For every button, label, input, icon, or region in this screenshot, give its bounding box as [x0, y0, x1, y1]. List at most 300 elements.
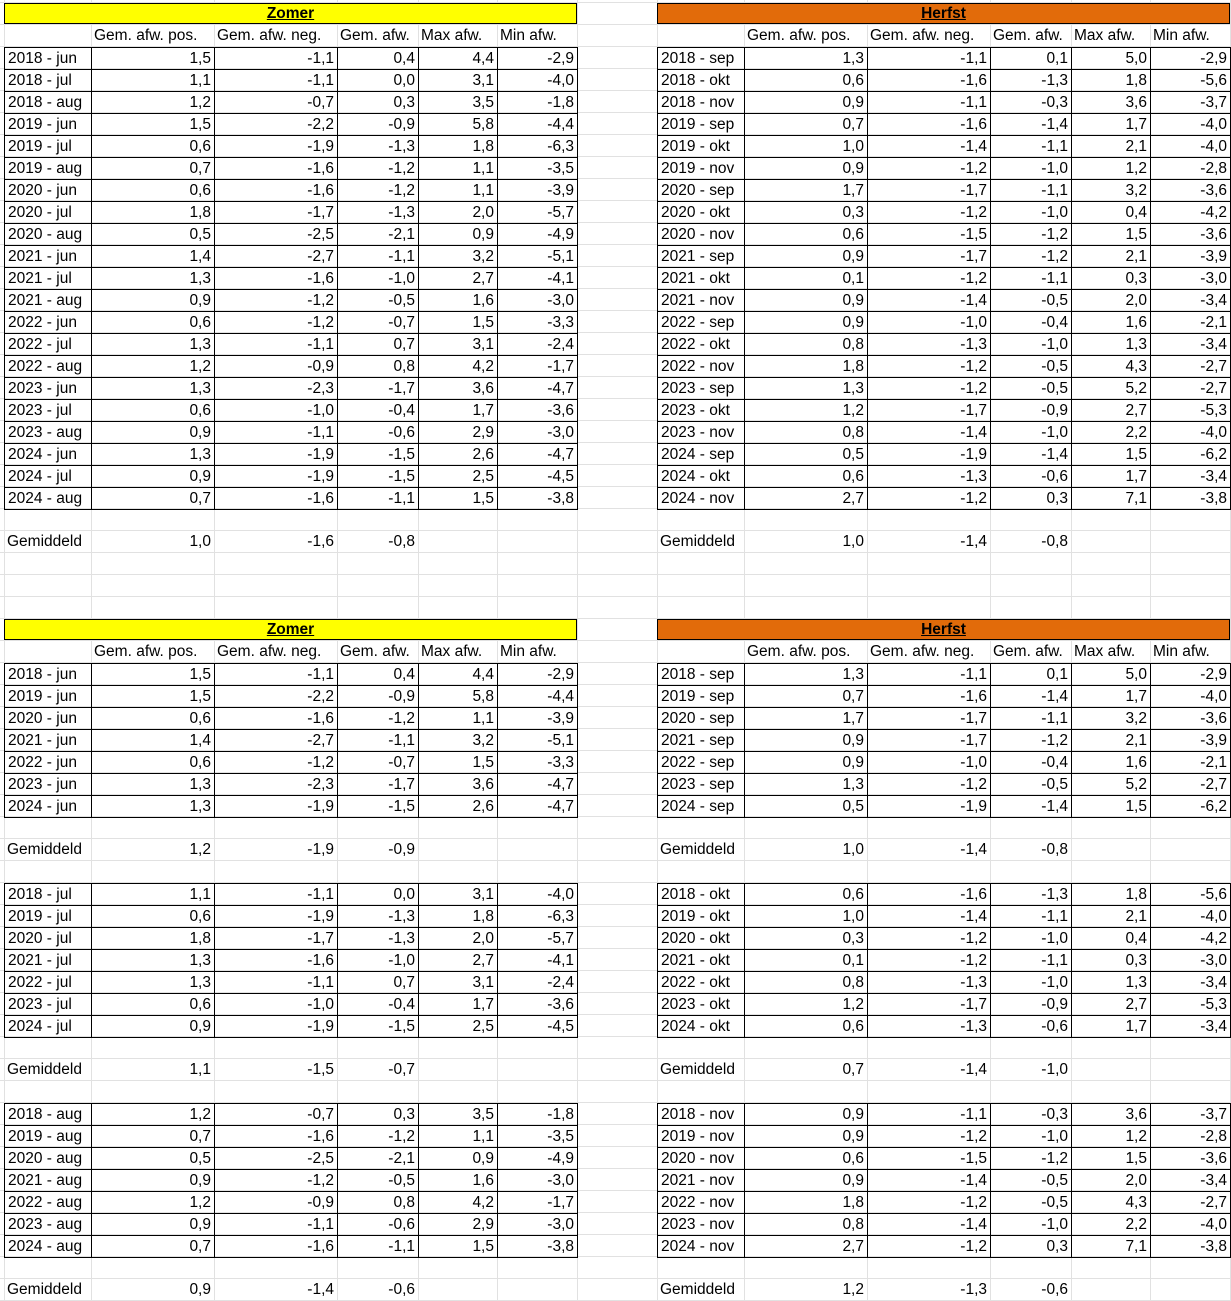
value-cell[interactable]: 0,7: [745, 686, 868, 708]
value-cell[interactable]: 0,8: [745, 972, 868, 994]
value-cell[interactable]: 0,9: [745, 730, 868, 752]
value-cell[interactable]: -1,4: [868, 290, 991, 312]
column-header[interactable]: [4, 25, 91, 46]
row-label-cell[interactable]: 2024 - okt: [658, 1016, 745, 1038]
value-cell[interactable]: -1,3: [338, 202, 419, 224]
row-label-cell[interactable]: 2018 - sep: [658, 664, 745, 686]
row-label-cell[interactable]: 2021 - nov: [658, 290, 745, 312]
value-cell[interactable]: -1,3: [868, 334, 991, 356]
value-cell[interactable]: -0,6: [338, 1214, 419, 1236]
value-cell[interactable]: -3,9: [1151, 730, 1231, 752]
column-header[interactable]: Gem. afw.: [340, 643, 410, 660]
value-cell[interactable]: 0,6: [92, 906, 215, 928]
value-cell[interactable]: -1,2: [338, 708, 419, 730]
value-cell[interactable]: -1,2: [215, 752, 338, 774]
section-title-zomer[interactable]: Zomer: [4, 3, 577, 24]
value-cell[interactable]: -1,2: [215, 290, 338, 312]
column-header[interactable]: Gem. afw. pos.: [94, 643, 198, 660]
value-cell[interactable]: -5,1: [498, 730, 578, 752]
value-cell[interactable]: 1,2: [1072, 1126, 1151, 1148]
value-cell[interactable]: -1,0: [991, 1126, 1072, 1148]
value-cell[interactable]: 0,7: [92, 1236, 215, 1258]
value-cell[interactable]: -1,2: [868, 268, 991, 290]
column-header[interactable]: Min afw.: [1153, 643, 1210, 660]
value-cell[interactable]: 0,9: [92, 290, 215, 312]
value-cell[interactable]: 0,3: [338, 1104, 419, 1126]
value-cell[interactable]: -2,1: [338, 1148, 419, 1170]
value-cell[interactable]: -1,0: [991, 972, 1072, 994]
average-value-cell[interactable]: 0,7: [842, 1061, 864, 1078]
value-cell[interactable]: 0,9: [92, 422, 215, 444]
value-cell[interactable]: -2,5: [215, 1148, 338, 1170]
value-cell[interactable]: -1,2: [338, 180, 419, 202]
row-label-cell[interactable]: 2018 - jun: [5, 664, 92, 686]
column-header[interactable]: Min afw.: [500, 643, 557, 660]
row-label-cell[interactable]: 2020 - jul: [5, 202, 92, 224]
value-cell[interactable]: -2,8: [1151, 1126, 1231, 1148]
value-cell[interactable]: -2,3: [215, 378, 338, 400]
value-cell[interactable]: 0,5: [745, 444, 868, 466]
value-cell[interactable]: 3,2: [1072, 708, 1151, 730]
column-header[interactable]: Min afw.: [1153, 27, 1210, 44]
value-cell[interactable]: -5,7: [498, 928, 578, 950]
value-cell[interactable]: 1,0: [745, 136, 868, 158]
value-cell[interactable]: 1,8: [745, 1192, 868, 1214]
value-cell[interactable]: 1,3: [745, 664, 868, 686]
column-header[interactable]: Max afw.: [421, 27, 483, 44]
value-cell[interactable]: 0,0: [338, 884, 419, 906]
row-label-cell[interactable]: 2020 - jun: [5, 708, 92, 730]
average-value-cell[interactable]: -1,4: [307, 1281, 334, 1298]
value-cell[interactable]: 1,0: [745, 906, 868, 928]
value-cell[interactable]: 4,2: [419, 1192, 498, 1214]
row-label-cell[interactable]: 2019 - okt: [658, 906, 745, 928]
value-cell[interactable]: 2,0: [1072, 1170, 1151, 1192]
row-label-cell[interactable]: 2023 - aug: [5, 422, 92, 444]
value-cell[interactable]: -5,7: [498, 202, 578, 224]
row-label-cell[interactable]: 2020 - nov: [658, 224, 745, 246]
value-cell[interactable]: 5,8: [419, 114, 498, 136]
value-cell[interactable]: -1,1: [215, 664, 338, 686]
row-label-cell[interactable]: 2021 - sep: [658, 730, 745, 752]
value-cell[interactable]: 0,9: [745, 158, 868, 180]
row-label-cell[interactable]: 2022 - aug: [5, 356, 92, 378]
row-label-cell[interactable]: 2024 - jul: [5, 1016, 92, 1038]
value-cell[interactable]: 0,9: [745, 92, 868, 114]
value-cell[interactable]: 0,4: [338, 664, 419, 686]
value-cell[interactable]: -1,2: [868, 378, 991, 400]
row-label-cell[interactable]: 2023 - nov: [658, 1214, 745, 1236]
value-cell[interactable]: 3,2: [1072, 180, 1151, 202]
value-cell[interactable]: 3,5: [419, 92, 498, 114]
value-cell[interactable]: 0,9: [419, 224, 498, 246]
value-cell[interactable]: -2,9: [498, 48, 578, 70]
value-cell[interactable]: 0,7: [745, 114, 868, 136]
value-cell[interactable]: 1,3: [92, 950, 215, 972]
value-cell[interactable]: -2,4: [498, 334, 578, 356]
value-cell[interactable]: 0,4: [1072, 928, 1151, 950]
row-label-cell[interactable]: 2023 - sep: [658, 378, 745, 400]
value-cell[interactable]: -0,5: [991, 378, 1072, 400]
value-cell[interactable]: 1,5: [419, 752, 498, 774]
value-cell[interactable]: 0,6: [745, 1016, 868, 1038]
row-label-cell[interactable]: 2020 - okt: [658, 928, 745, 950]
value-cell[interactable]: -1,0: [215, 994, 338, 1016]
value-cell[interactable]: 1,3: [92, 268, 215, 290]
row-label-cell[interactable]: 2024 - sep: [658, 444, 745, 466]
value-cell[interactable]: -4,7: [498, 378, 578, 400]
value-cell[interactable]: -5,6: [1151, 884, 1231, 906]
row-label-cell[interactable]: 2022 - sep: [658, 312, 745, 334]
average-label[interactable]: Gemiddeld: [7, 1061, 82, 1078]
value-cell[interactable]: -1,1: [215, 48, 338, 70]
value-cell[interactable]: -1,8: [498, 1104, 578, 1126]
value-cell[interactable]: -4,0: [1151, 422, 1231, 444]
value-cell[interactable]: -1,6: [215, 180, 338, 202]
row-label-cell[interactable]: 2022 - sep: [658, 752, 745, 774]
average-label[interactable]: Gemiddeld: [660, 841, 735, 858]
value-cell[interactable]: 2,1: [1072, 246, 1151, 268]
value-cell[interactable]: -2,9: [1151, 664, 1231, 686]
row-label-cell[interactable]: 2020 - okt: [658, 202, 745, 224]
value-cell[interactable]: -1,2: [868, 774, 991, 796]
section-title-herfst[interactable]: Herfst: [657, 619, 1230, 640]
row-label-cell[interactable]: 2019 - jul: [5, 136, 92, 158]
value-cell[interactable]: -4,9: [498, 1148, 578, 1170]
value-cell[interactable]: 1,2: [92, 1192, 215, 1214]
column-header[interactable]: Min afw.: [500, 27, 557, 44]
value-cell[interactable]: -1,1: [991, 950, 1072, 972]
value-cell[interactable]: -1,5: [338, 1016, 419, 1038]
value-cell[interactable]: 3,6: [1072, 92, 1151, 114]
value-cell[interactable]: 1,2: [92, 1104, 215, 1126]
value-cell[interactable]: -2,8: [1151, 158, 1231, 180]
value-cell[interactable]: -1,0: [991, 1214, 1072, 1236]
value-cell[interactable]: 3,6: [1072, 1104, 1151, 1126]
value-cell[interactable]: -3,4: [1151, 972, 1231, 994]
value-cell[interactable]: -1,1: [991, 708, 1072, 730]
value-cell[interactable]: 1,6: [419, 290, 498, 312]
value-cell[interactable]: -3,0: [498, 1170, 578, 1192]
value-cell[interactable]: -2,1: [338, 224, 419, 246]
value-cell[interactable]: -1,2: [991, 246, 1072, 268]
value-cell[interactable]: 0,6: [92, 180, 215, 202]
value-cell[interactable]: 1,3: [92, 774, 215, 796]
value-cell[interactable]: -2,7: [215, 730, 338, 752]
row-label-cell[interactable]: 2022 - jun: [5, 312, 92, 334]
value-cell[interactable]: 0,3: [1072, 268, 1151, 290]
value-cell[interactable]: -6,2: [1151, 796, 1231, 818]
value-cell[interactable]: -1,2: [868, 928, 991, 950]
value-cell[interactable]: -1,1: [215, 1214, 338, 1236]
row-label-cell[interactable]: 2018 - jul: [5, 884, 92, 906]
value-cell[interactable]: -6,2: [1151, 444, 1231, 466]
value-cell[interactable]: -1,6: [215, 1126, 338, 1148]
value-cell[interactable]: 1,1: [419, 180, 498, 202]
value-cell[interactable]: -4,0: [1151, 1214, 1231, 1236]
value-cell[interactable]: -1,9: [215, 466, 338, 488]
value-cell[interactable]: 1,8: [419, 136, 498, 158]
row-label-cell[interactable]: 2023 - jun: [5, 774, 92, 796]
value-cell[interactable]: 0,9: [745, 752, 868, 774]
value-cell[interactable]: -4,1: [498, 950, 578, 972]
value-cell[interactable]: -1,2: [338, 1126, 419, 1148]
value-cell[interactable]: -1,2: [868, 1126, 991, 1148]
value-cell[interactable]: -1,1: [215, 422, 338, 444]
value-cell[interactable]: -1,1: [991, 906, 1072, 928]
value-cell[interactable]: 1,7: [419, 994, 498, 1016]
value-cell[interactable]: 1,4: [92, 246, 215, 268]
value-cell[interactable]: 2,7: [1072, 994, 1151, 1016]
value-cell[interactable]: -2,3: [215, 774, 338, 796]
value-cell[interactable]: 0,6: [92, 708, 215, 730]
value-cell[interactable]: -0,3: [991, 1104, 1072, 1126]
value-cell[interactable]: -3,8: [1151, 488, 1231, 510]
value-cell[interactable]: 1,6: [1072, 312, 1151, 334]
average-label[interactable]: Gemiddeld: [660, 533, 735, 550]
value-cell[interactable]: -1,5: [338, 444, 419, 466]
average-value-cell[interactable]: 1,0: [189, 533, 211, 550]
value-cell[interactable]: -1,9: [215, 796, 338, 818]
value-cell[interactable]: -1,2: [868, 488, 991, 510]
row-label-cell[interactable]: 2020 - aug: [5, 1148, 92, 1170]
average-value-cell[interactable]: -1,4: [960, 533, 987, 550]
value-cell[interactable]: -1,4: [868, 136, 991, 158]
value-cell[interactable]: -1,3: [868, 466, 991, 488]
value-cell[interactable]: 2,0: [1072, 290, 1151, 312]
value-cell[interactable]: 1,5: [1072, 444, 1151, 466]
value-cell[interactable]: -1,1: [991, 180, 1072, 202]
value-cell[interactable]: 2,6: [419, 796, 498, 818]
row-label-cell[interactable]: 2020 - jun: [5, 180, 92, 202]
row-label-cell[interactable]: 2020 - sep: [658, 708, 745, 730]
value-cell[interactable]: -3,6: [498, 994, 578, 1016]
row-label-cell[interactable]: 2024 - jun: [5, 796, 92, 818]
value-cell[interactable]: -3,7: [1151, 1104, 1231, 1126]
value-cell[interactable]: 5,0: [1072, 664, 1151, 686]
value-cell[interactable]: -1,0: [991, 202, 1072, 224]
value-cell[interactable]: -2,7: [1151, 774, 1231, 796]
value-cell[interactable]: -3,9: [1151, 246, 1231, 268]
row-label-cell[interactable]: 2018 - aug: [5, 1104, 92, 1126]
value-cell[interactable]: -3,6: [1151, 1148, 1231, 1170]
value-cell[interactable]: -3,3: [498, 752, 578, 774]
section-title-herfst[interactable]: Herfst: [657, 3, 1230, 24]
value-cell[interactable]: 1,3: [92, 796, 215, 818]
value-cell[interactable]: -2,7: [1151, 378, 1231, 400]
row-label-cell[interactable]: 2023 - jul: [5, 400, 92, 422]
value-cell[interactable]: -0,5: [991, 356, 1072, 378]
value-cell[interactable]: 1,3: [92, 334, 215, 356]
value-cell[interactable]: -0,7: [338, 312, 419, 334]
value-cell[interactable]: 0,1: [745, 268, 868, 290]
row-label-cell[interactable]: 2024 - jun: [5, 444, 92, 466]
value-cell[interactable]: -1,4: [991, 796, 1072, 818]
value-cell[interactable]: 0,5: [745, 796, 868, 818]
value-cell[interactable]: -1,6: [215, 268, 338, 290]
value-cell[interactable]: -1,2: [991, 1148, 1072, 1170]
value-cell[interactable]: -1,2: [868, 202, 991, 224]
average-label[interactable]: Gemiddeld: [660, 1061, 735, 1078]
value-cell[interactable]: -1,7: [868, 994, 991, 1016]
row-label-cell[interactable]: 2018 - jul: [5, 70, 92, 92]
column-header[interactable]: Max afw.: [1074, 27, 1136, 44]
value-cell[interactable]: -1,4: [868, 1214, 991, 1236]
value-cell[interactable]: 0,9: [745, 312, 868, 334]
row-label-cell[interactable]: 2021 - okt: [658, 268, 745, 290]
value-cell[interactable]: 0,8: [745, 1214, 868, 1236]
value-cell[interactable]: -3,6: [498, 400, 578, 422]
value-cell[interactable]: 1,5: [92, 114, 215, 136]
row-label-cell[interactable]: 2024 - okt: [658, 466, 745, 488]
average-label[interactable]: Gemiddeld: [7, 1281, 82, 1298]
value-cell[interactable]: 1,7: [419, 400, 498, 422]
value-cell[interactable]: 1,5: [1072, 796, 1151, 818]
value-cell[interactable]: -1,1: [215, 70, 338, 92]
value-cell[interactable]: -1,2: [215, 1170, 338, 1192]
value-cell[interactable]: 0,6: [745, 884, 868, 906]
value-cell[interactable]: 0,7: [338, 334, 419, 356]
value-cell[interactable]: 0,7: [92, 158, 215, 180]
value-cell[interactable]: 1,8: [745, 356, 868, 378]
average-value-cell[interactable]: -0,8: [1041, 533, 1068, 550]
row-label-cell[interactable]: 2019 - sep: [658, 686, 745, 708]
value-cell[interactable]: -3,8: [498, 488, 578, 510]
row-label-cell[interactable]: 2024 - nov: [658, 1236, 745, 1258]
value-cell[interactable]: 2,7: [745, 488, 868, 510]
section-title-zomer[interactable]: Zomer: [4, 619, 577, 640]
value-cell[interactable]: -2,7: [1151, 356, 1231, 378]
column-header[interactable]: Max afw.: [421, 643, 483, 660]
row-label-cell[interactable]: 2021 - jun: [5, 730, 92, 752]
column-header[interactable]: Gem. afw. neg.: [870, 643, 975, 660]
value-cell[interactable]: -1,0: [991, 422, 1072, 444]
value-cell[interactable]: -2,5: [215, 224, 338, 246]
value-cell[interactable]: 0,6: [92, 400, 215, 422]
value-cell[interactable]: 1,2: [92, 92, 215, 114]
value-cell[interactable]: -1,5: [868, 224, 991, 246]
value-cell[interactable]: -1,7: [498, 1192, 578, 1214]
average-value-cell[interactable]: -1,6: [307, 533, 334, 550]
value-cell[interactable]: -1,7: [338, 378, 419, 400]
value-cell[interactable]: -1,4: [868, 1170, 991, 1192]
value-cell[interactable]: -4,0: [498, 70, 578, 92]
average-value-cell[interactable]: -1,9: [307, 841, 334, 858]
value-cell[interactable]: 1,1: [419, 708, 498, 730]
value-cell[interactable]: 2,7: [1072, 400, 1151, 422]
row-label-cell[interactable]: 2019 - nov: [658, 158, 745, 180]
row-label-cell[interactable]: 2019 - jul: [5, 906, 92, 928]
value-cell[interactable]: 1,1: [92, 70, 215, 92]
value-cell[interactable]: 1,3: [1072, 334, 1151, 356]
value-cell[interactable]: 0,6: [745, 466, 868, 488]
value-cell[interactable]: 3,2: [419, 730, 498, 752]
value-cell[interactable]: 1,5: [419, 1236, 498, 1258]
value-cell[interactable]: 1,5: [419, 312, 498, 334]
value-cell[interactable]: 0,9: [92, 1214, 215, 1236]
column-header[interactable]: Gem. afw. pos.: [94, 27, 198, 44]
value-cell[interactable]: -4,0: [1151, 114, 1231, 136]
value-cell[interactable]: 0,9: [92, 466, 215, 488]
average-value-cell[interactable]: -1,5: [307, 1061, 334, 1078]
average-value-cell[interactable]: -1,3: [960, 1281, 987, 1298]
row-label-cell[interactable]: 2019 - okt: [658, 136, 745, 158]
value-cell[interactable]: -1,2: [338, 158, 419, 180]
value-cell[interactable]: -3,6: [1151, 708, 1231, 730]
value-cell[interactable]: -2,1: [1151, 752, 1231, 774]
value-cell[interactable]: -1,2: [868, 158, 991, 180]
value-cell[interactable]: 1,7: [1072, 1016, 1151, 1038]
row-label-cell[interactable]: 2021 - aug: [5, 1170, 92, 1192]
row-label-cell[interactable]: 2019 - sep: [658, 114, 745, 136]
row-label-cell[interactable]: 2020 - nov: [658, 1148, 745, 1170]
row-label-cell[interactable]: 2023 - jul: [5, 994, 92, 1016]
value-cell[interactable]: -3,8: [1151, 1236, 1231, 1258]
row-label-cell[interactable]: 2022 - jul: [5, 334, 92, 356]
value-cell[interactable]: -4,0: [1151, 906, 1231, 928]
value-cell[interactable]: -1,2: [868, 950, 991, 972]
value-cell[interactable]: -1,2: [868, 1236, 991, 1258]
row-label-cell[interactable]: 2023 - okt: [658, 994, 745, 1016]
value-cell[interactable]: 0,1: [991, 664, 1072, 686]
value-cell[interactable]: 1,6: [419, 1170, 498, 1192]
value-cell[interactable]: -0,9: [991, 994, 1072, 1016]
average-value-cell[interactable]: -0,7: [388, 1061, 415, 1078]
value-cell[interactable]: 0,0: [338, 70, 419, 92]
value-cell[interactable]: -0,5: [338, 290, 419, 312]
value-cell[interactable]: -1,4: [868, 906, 991, 928]
value-cell[interactable]: -3,0: [498, 422, 578, 444]
value-cell[interactable]: 1,7: [1072, 466, 1151, 488]
value-cell[interactable]: -5,1: [498, 246, 578, 268]
value-cell[interactable]: 0,7: [92, 1126, 215, 1148]
row-label-cell[interactable]: 2024 - nov: [658, 488, 745, 510]
value-cell[interactable]: 3,1: [419, 70, 498, 92]
column-header[interactable]: Gem. afw.: [993, 27, 1063, 44]
value-cell[interactable]: 0,6: [745, 224, 868, 246]
value-cell[interactable]: -1,6: [215, 950, 338, 972]
column-header[interactable]: Gem. afw. neg.: [217, 643, 322, 660]
value-cell[interactable]: -0,5: [991, 290, 1072, 312]
value-cell[interactable]: 3,1: [419, 972, 498, 994]
value-cell[interactable]: 0,7: [338, 972, 419, 994]
value-cell[interactable]: 1,3: [92, 378, 215, 400]
value-cell[interactable]: -4,5: [498, 466, 578, 488]
average-value-cell[interactable]: -0,6: [1041, 1281, 1068, 1298]
value-cell[interactable]: -0,9: [215, 1192, 338, 1214]
value-cell[interactable]: 0,9: [419, 1148, 498, 1170]
value-cell[interactable]: 4,2: [419, 356, 498, 378]
average-value-cell[interactable]: -1,0: [1041, 1061, 1068, 1078]
value-cell[interactable]: 0,9: [745, 1170, 868, 1192]
column-header[interactable]: [4, 641, 91, 662]
value-cell[interactable]: -3,4: [1151, 290, 1231, 312]
value-cell[interactable]: 0,6: [745, 70, 868, 92]
value-cell[interactable]: -0,6: [338, 422, 419, 444]
value-cell[interactable]: -2,2: [215, 686, 338, 708]
value-cell[interactable]: 1,3: [745, 48, 868, 70]
average-value-cell[interactable]: -0,8: [1041, 841, 1068, 858]
value-cell[interactable]: -3,4: [1151, 466, 1231, 488]
value-cell[interactable]: 1,7: [745, 180, 868, 202]
value-cell[interactable]: -0,5: [991, 774, 1072, 796]
value-cell[interactable]: -1,1: [215, 884, 338, 906]
value-cell[interactable]: -4,7: [498, 774, 578, 796]
column-header[interactable]: Gem. afw.: [340, 27, 410, 44]
row-label-cell[interactable]: 2020 - jul: [5, 928, 92, 950]
value-cell[interactable]: 0,3: [991, 1236, 1072, 1258]
value-cell[interactable]: -1,1: [868, 48, 991, 70]
